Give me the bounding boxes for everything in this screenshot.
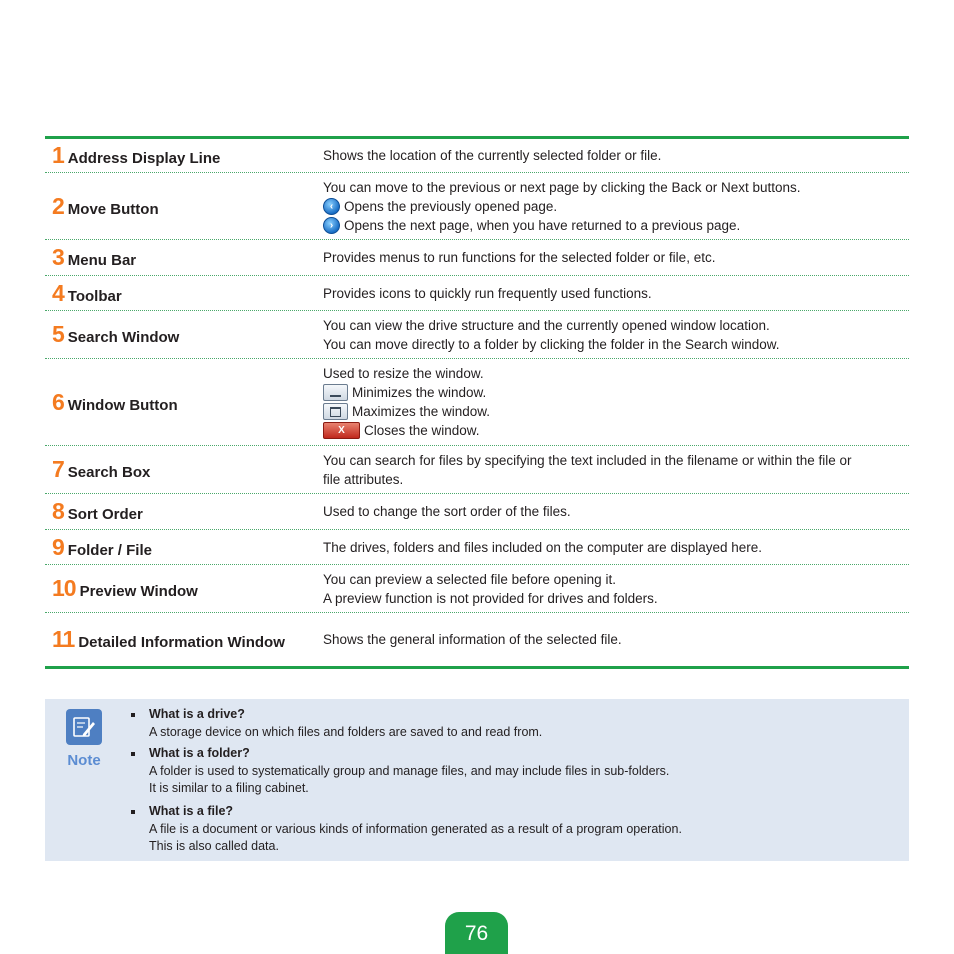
item-label: Detailed Information Window: [78, 634, 285, 651]
desc-line: Shows the general information of the selected file.: [323, 632, 622, 647]
item-number: 1: [52, 142, 64, 168]
desc-line: file attributes.: [323, 471, 404, 487]
desc-line: The drives, folders and files included on the computer are displayed here.: [323, 539, 763, 555]
item-number: 2: [52, 192, 64, 219]
note-item-drive: [131, 706, 542, 741]
desc-line: [323, 216, 909, 235]
item-label: Sort Order: [67, 506, 143, 523]
note-label: Note: [67, 752, 101, 769]
note-answer: A file is a document or various kinds of information generated as a result of a program operation.: [149, 821, 682, 836]
desc-line: A preview function is not provided for drives and folders.: [323, 590, 658, 606]
row-address-display-line: [45, 139, 909, 173]
desc-line: Provides icons to quickly run frequently used functions.: [323, 285, 652, 301]
note-answer: A folder is used to systematically group and manage files, and may include files in sub-folders.: [149, 763, 670, 778]
note-answer: This is also called data.: [149, 839, 279, 853]
item-label: Menu Bar: [67, 252, 137, 269]
item-number: 10: [52, 575, 76, 601]
term: [45, 565, 323, 612]
desc-line: You can move directly to a folder by clicking the folder in the Search window.: [323, 336, 780, 352]
term: [45, 276, 323, 310]
row-toolbar: [45, 276, 909, 311]
description: [323, 173, 909, 239]
row-window-button: [45, 359, 909, 446]
desc-text: Maximizes the window.: [352, 404, 491, 419]
forward-arrow-icon: ›: [323, 217, 340, 234]
desc-line: Used to resize the window.: [323, 366, 484, 381]
item-number: 9: [52, 533, 64, 560]
item-number: 5: [52, 321, 64, 347]
row-menu-bar: [45, 240, 909, 276]
maximize-window-icon: [323, 403, 348, 420]
desc-line: [323, 421, 909, 440]
item-label: Search Window: [67, 329, 180, 346]
description: [323, 565, 909, 612]
note-question: What is a folder?: [131, 745, 669, 763]
row-search-box: [45, 446, 909, 494]
row-folder-file: [45, 530, 909, 565]
row-search-window: [45, 311, 909, 359]
note-answer: A storage device on which files and folders are saved to and read from.: [149, 724, 543, 739]
note-box: [45, 699, 909, 861]
desc-line: You can view the drive structure and the currently opened window location.: [323, 317, 770, 333]
desc-line: You can preview a selected file before opening it.: [323, 571, 616, 587]
description: [323, 240, 909, 275]
item-number: 6: [52, 388, 64, 415]
note-item-folder: [131, 745, 669, 798]
desc-text: Closes the window.: [364, 423, 480, 438]
item-label: Folder / File: [67, 541, 152, 559]
desc-line: [323, 383, 909, 402]
item-number: 4: [52, 279, 64, 306]
term: [45, 494, 323, 529]
description: [323, 359, 909, 445]
description: [323, 613, 909, 666]
note-question: What is a file?: [131, 803, 682, 821]
description: [323, 494, 909, 529]
page-number: 76: [445, 912, 508, 954]
item-label: Search Box: [67, 464, 151, 481]
description: [323, 311, 909, 358]
item-number: 11: [52, 626, 75, 652]
row-sort-order: [45, 494, 909, 530]
term: [45, 613, 323, 666]
description: [323, 530, 909, 564]
term: [45, 311, 323, 358]
item-label: Move Button: [67, 200, 159, 218]
row-move-button: [45, 173, 909, 240]
term: [45, 139, 323, 172]
item-number: 3: [52, 244, 64, 270]
description: [323, 446, 909, 493]
reference-table: [45, 136, 909, 669]
desc-line: Provides menus to run functions for the selected folder or file, etc.: [323, 250, 716, 265]
item-label: Toolbar: [67, 287, 122, 305]
desc-line: [323, 197, 909, 216]
pencil-note-icon: [66, 709, 102, 745]
term: [45, 530, 323, 564]
desc-text: Opens the previously opened page.: [344, 198, 558, 214]
term: [45, 173, 323, 239]
minimize-window-icon: [323, 384, 348, 401]
desc-line: Used to change the sort order of the files.: [323, 504, 571, 519]
note-answer: It is similar to a filing cabinet.: [149, 781, 309, 795]
row-preview-window: [45, 565, 909, 613]
item-number: 7: [52, 456, 64, 482]
note-item-file: [131, 803, 682, 856]
term: [45, 240, 323, 275]
item-label: Preview Window: [79, 583, 198, 600]
note-question: What is a drive?: [131, 706, 542, 724]
row-detailed-information-window: [45, 613, 909, 666]
desc-text: Opens the next page, when you have returned to a previous page.: [344, 217, 741, 233]
desc-text: Minimizes the window.: [352, 385, 487, 400]
description: [323, 276, 909, 310]
description: [323, 139, 909, 172]
item-label: Window Button: [67, 396, 178, 414]
item-label: Address Display Line: [67, 150, 221, 167]
desc-line: [323, 402, 909, 421]
term: [45, 446, 323, 493]
close-window-icon: X: [323, 422, 360, 439]
desc-line: Shows the location of the currently selected folder or file.: [323, 148, 662, 163]
term: [45, 359, 323, 445]
desc-line: You can move to the previous or next page by clicking the Back or Next buttons.: [323, 179, 801, 195]
desc-line: You can search for files by specifying the text included in the filename or within the file or: [323, 452, 852, 468]
item-number: 8: [52, 498, 64, 524]
back-arrow-icon: ‹: [323, 198, 340, 215]
